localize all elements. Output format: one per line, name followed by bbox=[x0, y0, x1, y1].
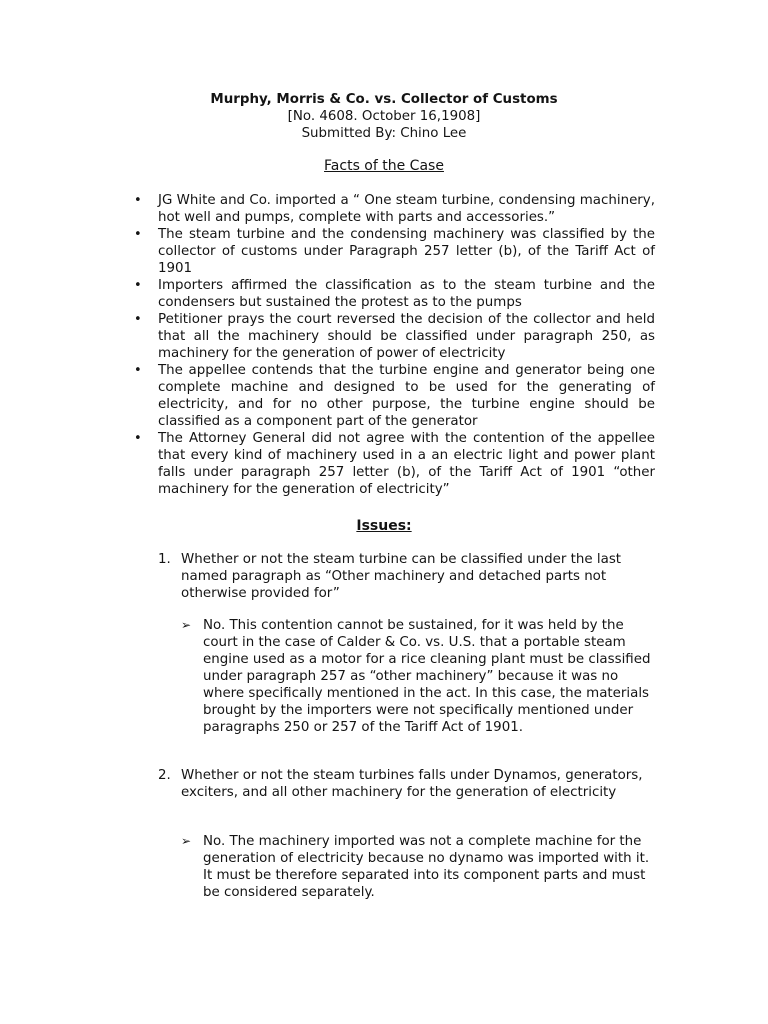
case-title: Murphy, Morris & Co. vs. Collector of Customs bbox=[210, 92, 558, 107]
case-number: [No. 4608. October 16,1908] bbox=[287, 109, 481, 124]
issues-heading: Issues: bbox=[356, 518, 412, 534]
facts-list bbox=[0, 192, 768, 498]
issue-number: 1. bbox=[158, 552, 171, 567]
facts-heading: Facts of the Case bbox=[324, 158, 444, 174]
bullet-icon: • bbox=[134, 431, 142, 446]
fact-text: JG White and Co. imported a “ One steam turbine, condensing machinery, hot well and pumps, complete with parts and accessories.” bbox=[158, 193, 655, 225]
arrow-bullet-icon: ➢ bbox=[181, 834, 192, 848]
fact-item bbox=[0, 311, 655, 362]
fact-item bbox=[0, 226, 655, 277]
fact-text: The appellee contends that the turbine engine and generator being one complete machine and designed to be used for the generating of electricity, and for no other purpose, the turbine engine should be classified as a component part of the generator bbox=[158, 363, 655, 429]
fact-item bbox=[0, 277, 655, 311]
fact-text: Importers affirmed the classification as to the steam turbine and the condensers but sustained the protest as to the pumps bbox=[158, 278, 655, 310]
bullet-icon: • bbox=[134, 312, 142, 327]
fact-item bbox=[0, 362, 655, 430]
submitted-by: Submitted By: Chino Lee bbox=[301, 126, 467, 141]
issue-question: Whether or not the steam turbine can be classified under the last named paragraph as “Other machinery and detached parts not otherwise provided for” bbox=[181, 552, 622, 601]
fact-text: The steam turbine and the condensing machinery was classified by the collector of customs under Paragraph 257 letter (b), of the Tariff Act of 1901 bbox=[158, 227, 655, 276]
issue-question: Whether or not the steam turbines falls under Dynamos, generators, exciters, and all other machinery for the generation of electricity bbox=[181, 768, 643, 800]
fact-text: The Attorney General did not agree with the contention of the appellee that every kind of machinery used in a an electric light and power plant falls under paragraph 257 letter (b), of the Tariff Act of 1901 “other machinery for the generation of electricity” bbox=[158, 431, 655, 497]
arrow-bullet-icon: ➢ bbox=[181, 618, 192, 632]
answer-text: No. The machinery imported was not a complete machine for the generation of electricity because no dynamo was imported with it. It must be therefore separated into its component parts and must be considered separately. bbox=[203, 834, 650, 900]
fact-item bbox=[0, 430, 655, 498]
bullet-icon: • bbox=[134, 363, 142, 378]
fact-text: Petitioner prays the court reversed the decision of the collector and held that all the machinery should be classified under paragraph 250, as machinery for the generation of power of electricity bbox=[158, 312, 655, 361]
bullet-icon: • bbox=[134, 193, 142, 208]
fact-item bbox=[0, 192, 655, 226]
answer-text: No. This contention cannot be sustained, for it was held by the court in the case of Calder & Co. vs. U.S. that a portable steam engine used as a motor for a rice cleaning plant must be classified under paragraph 257 as “other machinery” because it was no where specifically mentioned in the act. In this case, the materials brought by the importers were not specifically mentioned under paragraphs 250 or 257 of the Tariff Act of 1901. bbox=[203, 618, 651, 735]
bullet-icon: • bbox=[134, 278, 142, 293]
bullet-icon: • bbox=[134, 227, 142, 242]
issue-number: 2. bbox=[158, 768, 171, 783]
